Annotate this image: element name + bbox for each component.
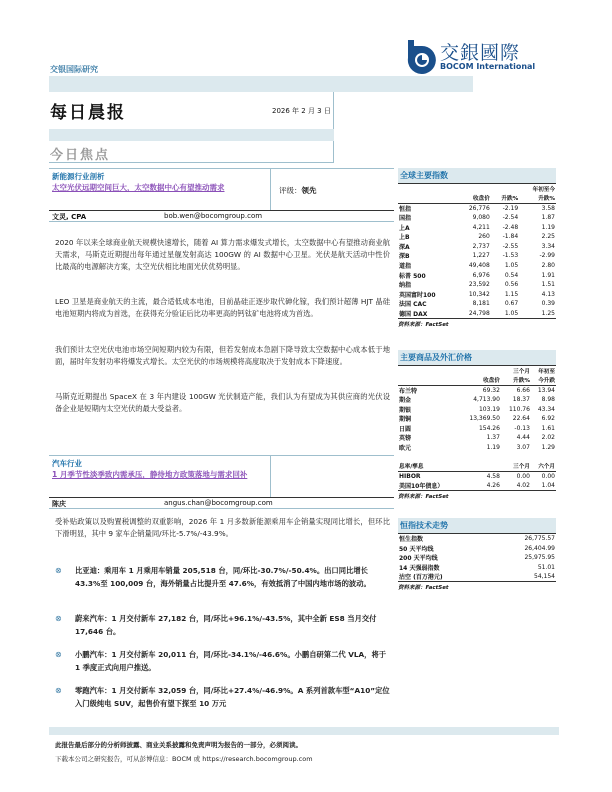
table-cell [398,194,456,204]
table-cell: 1.29 [541,444,555,452]
table-cell: 4,211 [472,223,490,231]
table-row [398,242,556,252]
table-cell: 23,592 [468,281,490,289]
table-cell: 6,976 [472,271,490,279]
table-cell: 25,975.95 [524,554,555,562]
author-row [49,497,394,509]
table-cell: 1.19 [541,223,555,231]
table-cell: 英镑 [399,435,412,443]
page-title: 每日晨报 [50,103,126,123]
indices-title: 全球主要指数 [398,168,556,184]
table-row [398,261,556,271]
table-cell: 13.94 [537,386,555,394]
report-date: 2026 年 2 月 3 日 [272,107,331,115]
download-text[interactable]: 下载本公司之研究报告，可从彭博信息：BOCM 或 https://research.bocomgroup.com [55,755,313,763]
table-cell: 上A [399,224,410,232]
table-cell: 26,776 [468,204,490,212]
table-cell: 103.19 [478,405,500,413]
table-row [398,572,556,582]
table-cell: -2.54 [502,214,519,222]
table-cell: 13,369.50 [469,415,500,423]
table-cell: 美国10年债息） [398,481,458,491]
table-cell: 年初至今 [532,186,555,193]
technicals-title: 恒指技术走势 [398,518,556,534]
table-row [398,433,556,443]
table-cell: 今升跌 [531,376,556,386]
bocom-emblem-icon [400,36,436,76]
table-row [398,452,556,462]
source-note: 资料来源：FactSet [398,494,449,501]
table-cell [458,366,500,376]
paragraph: LEO 卫星是商业航天的主流，最合适低成本电池，目前晶硅正逐步取代砷化镓，我们预计超薄 HJT 晶硅电池短期内将成为首选，在获得充分验证后比功率更高的钙钛矿电池将成为首选。 [55,297,390,319]
table-cell: 3.58 [541,204,555,212]
table-cell: 8.98 [541,396,555,404]
bullet-item: ⊗ 小鹏汽车：1 月交付新车 20,011 台，同/环比-34.1%/-46.6%。小鹏自研第二代 VLA，将于 1 季度正式向用户推送。 [55,650,387,672]
paragraph: 我们预计太空光伏电池市场空间短期内较为有限，但若发射成本急剧下降导致太空数据中心成本低于地面，届时年发射功率将爆发式增长。太空光伏的市场规模将高度取决于发射成本下降速度。 [55,345,390,367]
table-cell: 50 天平均线 [399,545,434,553]
table-cell: 4.44 [516,434,530,442]
commodities-table [398,366,556,491]
table-cell: 1.91 [541,271,555,279]
table-cell: 国指 [399,215,412,223]
table-row [398,222,556,232]
table-cell: 恒生指数 [399,536,424,544]
table-cell: 154.26 [478,424,500,432]
table-row [398,414,556,424]
table-cell: 22.64 [512,415,530,423]
table-row [398,563,556,573]
technicals-table [398,534,556,582]
table-cell: 深A [399,243,410,251]
table-cell: HIBOR [399,473,421,481]
table-cell: 布兰特 [399,387,418,395]
table-cell: 1.25 [519,309,556,319]
table-cell: 恒指 [399,205,412,213]
table-cell: 3.34 [541,242,555,250]
table-row [398,395,556,405]
header-band [49,76,473,92]
table-cell: 4.26 [458,481,500,491]
table-row [398,553,556,563]
table-cell: 0.54 [504,271,519,279]
bullet-icon: ⊗ [55,686,62,695]
table-cell: 期金 [399,397,412,405]
table-cell: 6.92 [541,415,555,423]
table-cell: 升跌% [519,194,556,204]
source-note: 资料来源：FactSet [398,321,449,328]
table-row [398,534,556,544]
table-cell: 沽空 (百万港元) [398,572,490,582]
table-cell: 升跌% [491,194,519,204]
commodities-panel [398,350,556,500]
title-band [49,129,334,141]
paragraph: 2020 年以来全球商业航天规模快速增长，随着 AI 算力需求爆发式增长，太空数据中心有望推动商业航天需求，马斯克近期提出每年通过星舰发射高达 100GW 的 AI 数据中心卫星。光伏是航天活动中性价比最高的电源解决方案，太空光伏相比地面光伏优势明显。 [55,238,390,272]
table-cell: 54,154 [490,572,556,582]
table-cell: 110.76 [508,405,530,413]
table-cell: 51.01 [537,564,555,572]
table-cell: 欧元 [399,445,412,453]
table-cell [531,452,556,462]
table-cell: 0.00 [516,473,530,481]
table-cell: 4.02 [501,481,531,491]
table-row [398,184,556,194]
table-cell: -1.84 [502,233,519,241]
indices-table [398,184,556,319]
table-cell: 1.15 [504,290,519,298]
table-row [398,544,556,554]
table-cell: -2.19 [502,204,519,212]
technicals-panel [398,518,556,591]
indices-panel [398,168,556,328]
table-cell: 法国 CAC [399,301,427,309]
table-cell: 1.05 [504,262,519,270]
table-cell: 14 天强弱指数 [399,565,440,573]
table-row [398,443,556,453]
table-cell: 道指 [399,263,412,271]
bocom-logo [400,36,560,78]
table-cell: 六个月 [531,462,556,472]
table-cell [458,452,500,462]
table-row [398,270,556,280]
table-cell: 0.39 [541,300,555,308]
author-email[interactable]: bob.wen@bocomgroup.com [164,212,263,220]
table-cell: -1.53 [502,252,519,260]
table-row [398,251,556,261]
table-cell: 2.02 [541,434,555,442]
rating [279,185,317,196]
table-cell [458,462,500,472]
table-cell: 1,227 [472,252,490,260]
table-cell: 2.25 [541,233,555,241]
table-cell [398,452,458,462]
table-row [398,194,556,204]
section-category: 新能源行业剖析 [52,172,105,181]
table-cell: 三个月 [513,368,530,375]
table-cell: 期铜 [399,416,412,424]
table-row [398,290,556,300]
table-cell: 24,798 [456,309,491,319]
table-cell: 收盘价 [458,376,500,386]
table-cell: 4.58 [486,473,500,481]
table-cell: 8,181 [472,300,490,308]
table-row [398,424,556,434]
table-row [398,385,556,395]
table-cell: 260 [478,233,490,241]
table-row [398,462,556,472]
section-headline-link[interactable]: 太空光伏远期空间巨大，太空数据中心有望推动需求 [52,183,225,192]
table-cell: 6.66 [516,386,530,394]
focus-heading: 今日焦点 [50,148,111,163]
table-cell: 4.13 [541,290,555,298]
bullet-item: ⊗ 比亚迪：乘用车 1 月乘用车销量 205,518 台，同/环比-30.7%/-50.4%。出口同比增长 43.3%至 100,009 台，海外销量占比提升至 47.6%，有效抵消了中国内地市场的波动。 [55,566,371,588]
bullet-item: ⊗ 蔚来汽车：1 月交付新车 27,182 台，同/环比+96.1%/-43.5%，其中全新 ES8 当月交付 17,646 台。 [55,614,377,636]
table-cell: 10,342 [468,290,490,298]
table-row [398,366,556,376]
table-row [398,404,556,414]
author-name: 文灵, CPA [52,213,87,221]
table-cell: 0.56 [504,281,519,289]
table-cell: -2.48 [502,223,519,231]
table-row [398,376,556,386]
bullet-icon: ⊗ [55,650,62,659]
table-cell [456,184,491,194]
table-cell: 4,713.90 [473,396,500,404]
table-row [398,213,556,223]
table-cell: 1.51 [541,281,555,289]
table-cell: 标普 500 [399,272,426,280]
table-cell: 收盘价 [456,194,491,204]
table-cell: 0.67 [504,300,519,308]
paragraph: 马斯克近期提出 SpaceX 在 3 年内建设 100GW 光伏制造产能，我们认为有望成为其供应商的光伏设备企业是短期内太空光伏的最大受益者。 [55,392,390,414]
disclaimer-text: 此报告最后部分的分析师披露、商业关系披露和免责声明为报告的一部分，必须阅读。 [55,741,302,749]
table-cell: 纳指 [399,282,412,290]
table-cell: 升跌% [501,376,531,386]
table-cell [398,184,456,194]
rating-value: 领先 [301,186,317,195]
table-row [398,472,556,482]
table-cell: 1.04 [531,481,556,491]
author-email[interactable]: angus.chan@bocomgroup.com [164,499,273,507]
table-cell: 3.07 [516,444,530,452]
table-cell: 三个月 [501,462,531,472]
table-cell: 1.19 [486,444,500,452]
table-cell: 息率/孳息 [398,462,458,472]
paragraph: 受补贴政策以及购置税调整的双重影响，2026 年 1 月多数新能源乘用车企销量实现同比增长，但环比下滑明显，其中 9 家车企销量同/环比-5.7%/-43.9%。 [55,517,390,539]
table-cell: 9,080 [472,214,490,222]
section-header-new-energy [49,168,394,210]
commodities-title: 主要商品及外汇价格 [398,350,556,366]
table-cell: 1.61 [541,424,555,432]
section-header-auto [49,455,394,497]
table-cell [398,376,458,386]
author-row [49,210,394,222]
table-cell: -2.99 [539,252,555,260]
table-cell [491,184,519,194]
table-row [398,481,556,491]
table-cell: 上B [399,234,410,242]
table-cell: 26,775.57 [524,535,555,543]
table-cell: 18.37 [512,396,530,404]
section-headline-link[interactable]: 1 月季节性淡季致内需承压，静待地方政策落地与需求回补 [52,470,248,479]
section-category: 汽车行业 [52,459,82,468]
table-row [398,299,556,309]
logo-en-text: BOCOM International [440,62,536,71]
table-cell: 200 天平均线 [399,555,438,563]
table-cell: 2,737 [472,242,490,250]
table-cell: -2.55 [502,242,519,250]
table-cell: 英国富时100 [399,291,436,299]
author-name: 陈庆 [52,500,66,508]
table-cell: 43.34 [537,405,555,413]
table-cell [501,452,531,462]
table-cell: 年初至 [538,368,555,375]
table-row [398,232,556,242]
table-cell: 2.80 [541,262,555,270]
research-label: 交银国际研究 [50,65,98,74]
bullet-icon: ⊗ [55,614,62,623]
table-cell: 1.37 [486,434,500,442]
table-cell: 69.32 [482,386,500,394]
table-row [398,309,556,319]
table-cell: 深B [399,253,410,261]
footer-band [49,727,559,735]
table-row [398,203,556,213]
table-cell: 日圆 [399,425,412,433]
logo-cn-text: 交銀國際 [440,42,521,64]
table-cell: 德国 DAX [398,309,456,319]
table-cell: 49,408 [468,262,490,270]
table-cell: 1.87 [541,214,555,222]
bullet-icon: ⊗ [55,566,62,575]
table-row [398,280,556,290]
table-cell: 0.00 [541,473,555,481]
table-cell [398,366,458,376]
rating-label: 评级： [279,186,302,195]
source-note: 资料来源：FactSet [398,585,449,592]
table-cell: -0.13 [514,424,530,432]
table-cell: 期银 [399,406,412,414]
table-cell: 1.05 [491,309,519,319]
bullet-item: ⊗ 零跑汽车：1 月交付新车 32,059 台，同/环比+27.4%/-46.9%。A 系列首款车型“A10”定位入门级纯电 SUV，起售价有望下探至 10 万元 [55,686,390,708]
table-cell: 26,404.99 [524,544,555,552]
